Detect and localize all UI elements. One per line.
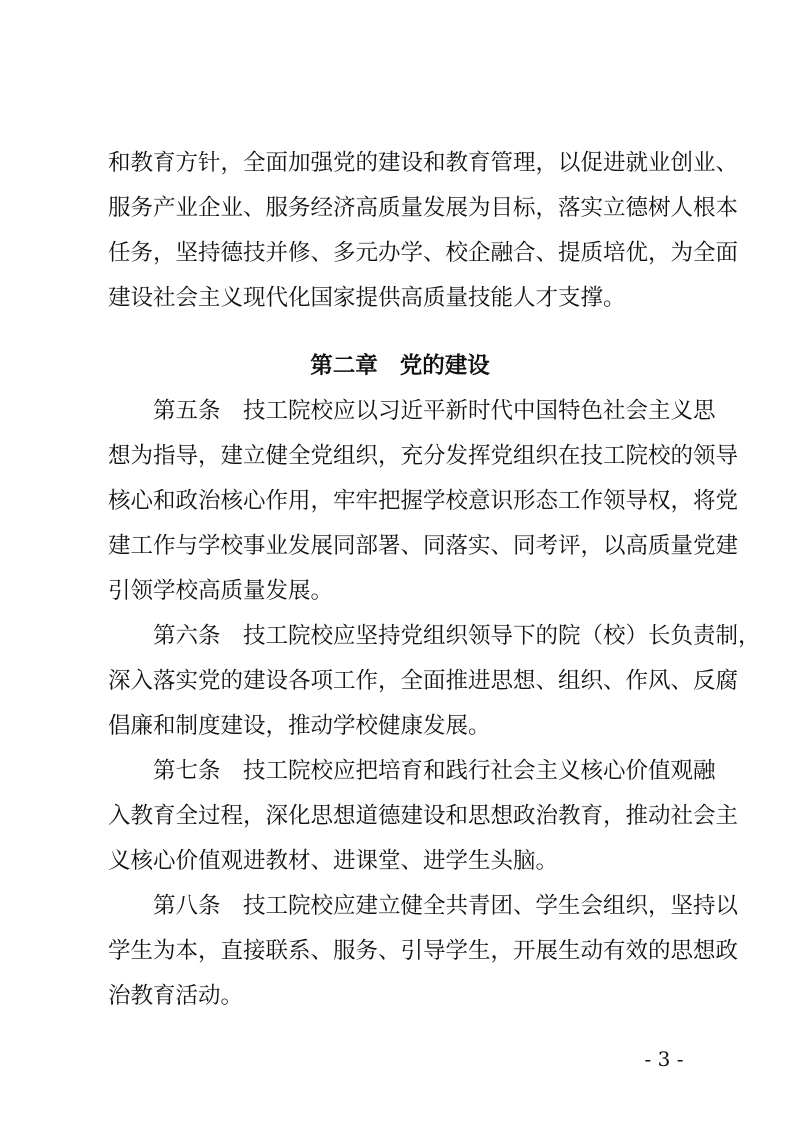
art5-line-3: 核心和政治核心作用，牢牢把握学校意识形态工作领导权，将党 [108,488,739,514]
art7-line-3: 义核心价值观进教材、进课堂、进学生头脑。 [108,848,559,874]
chapter-heading [0,346,800,386]
intro-line-3: 任务，坚持德技并修、多元办学、校企融合、提质培优，为全面 [108,240,739,266]
art6-line-3: 倡廉和制度建设，推动学校健康发展。 [108,713,491,739]
chapter-number: 第二章 [310,353,378,379]
intro-line-4: 建设社会主义现代化国家提供高质量技能人才支撑。 [108,285,626,311]
art7-line-1: 第七条 技工院校应把培育和践行社会主义核心价值观融 [153,758,716,784]
art5-line-4: 建工作与学校事业发展同部署、同落实、同考评，以高质量党建 [108,533,739,559]
art8-line-2: 学生为本，直接联系、服务、引导学生，开展生动有效的思想政 [108,938,739,964]
intro-line-2: 服务产业企业、服务经济高质量发展为目标，落实立德树人根本 [108,195,739,221]
page-number: - 3 - [644,1047,684,1071]
art6-line-1: 第六条 技工院校应坚持党组织领导下的院（校）长负责制， [153,623,761,649]
chapter-title: 党的建设 [399,353,490,379]
art8-line-3: 治教育活动。 [108,983,244,1009]
art8-line-1: 第八条 技工院校应建立健全共青团、学生会组织，坚持以 [153,893,739,919]
intro-line-1: 和教育方针，全面加强党的建设和教育管理，以促进就业创业、 [108,150,739,176]
art7-line-2: 入教育全过程，深化思想道德建设和思想政治教育，推动社会主 [108,803,739,829]
art5-line-1: 第五条 技工院校应以习近平新时代中国特色社会主义思 [153,398,716,424]
art5-line-5: 引领学校高质量发展。 [108,578,334,604]
art5-line-2: 想为指导，建立健全党组织，充分发挥党组织在技工院校的领导 [108,443,739,469]
art6-line-2: 深入落实党的建设各项工作，全面推进思想、组织、作风、反腐 [108,668,739,694]
